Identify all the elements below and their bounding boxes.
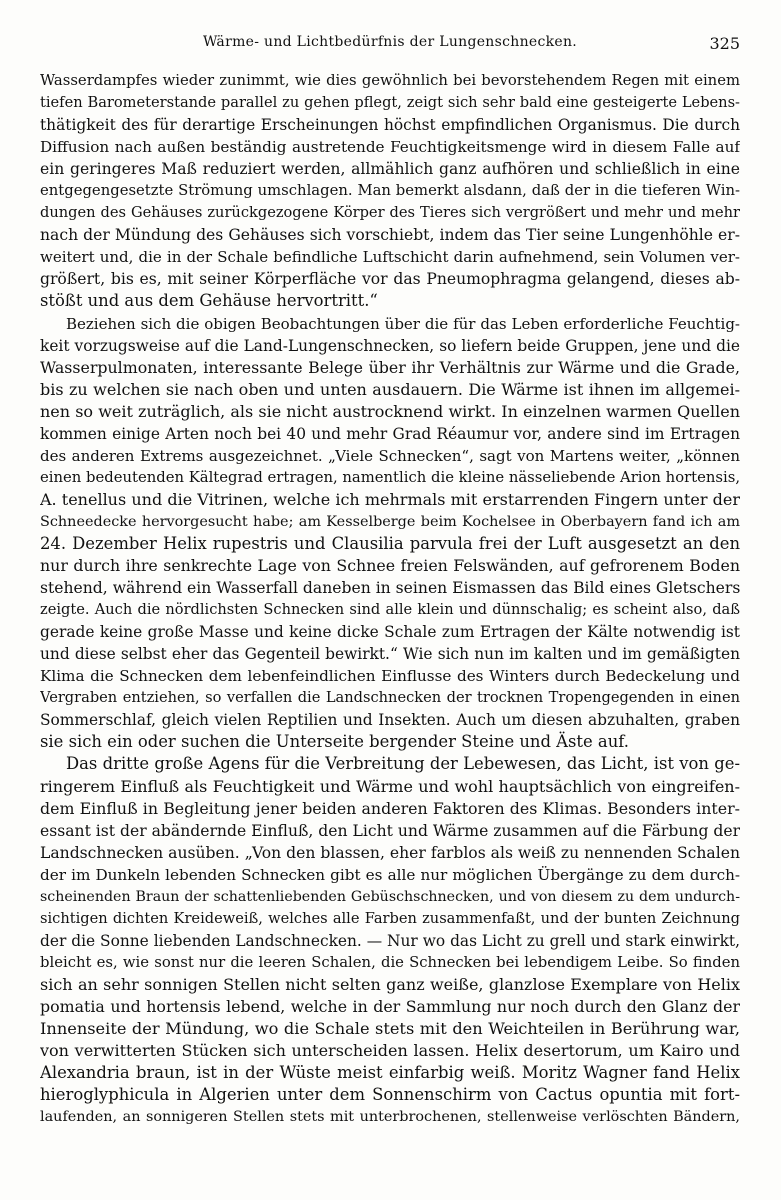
- text-line: nen so weit zuträglich, als sie nicht austrocknend wirkt. In einzelnen warmen Quellen: [40, 401, 740, 421]
- text-line: sich an sehr sonnigen Stellen nicht selten ganz weiße, glanzlose Exemplare von Helix: [40, 974, 740, 994]
- text-line: stößt und aus dem Gehäuse hervortritt.“: [40, 291, 378, 311]
- running-title: Wärme- und Lichtbedürfnis der Lungenschnecken.: [202, 34, 578, 50]
- text-line: essant ist der abändernde Einfluß, den Licht und Wärme zusammen auf die Färbung der: [40, 821, 740, 840]
- text-line: stehend, während ein Wasserfall daneben in seinen Eismassen das Bild eines Gletschers: [40, 579, 740, 598]
- text-line: dem Einfluß in Begleitung jener beiden anderen Faktoren des Klimas. Besonders inter-: [40, 798, 740, 818]
- text-line: scheinenden Braun der schattenliebenden Gebüschschnecken, und von diesem zu dem undurch-: [40, 888, 740, 905]
- text-line: und diese selbst eher das Gegenteil bewirkt.“ Wie sich nun im kalten und im gemäßigten: [40, 645, 740, 664]
- text-line: Innenseite der Mündung, wo die Schale stets mit den Weichteilen in Berührung war,: [40, 1019, 740, 1039]
- text-line: nur durch ihre senkrechte Lage von Schnee freien Felswänden, auf gefrorenem Boden: [40, 556, 740, 576]
- text-line: größert, bis es, mit seiner Körperfläche vor das Pneumophragma gelangend, dieses ab-: [40, 270, 740, 289]
- text-line: hieroglyphicula in Algerien unter dem Sonnenschirm von Cactus opuntia mit fort-: [40, 1085, 740, 1105]
- text-line: der im Dunkeln lebenden Schnecken gibt es alle nur möglichen Übergänge zu dem durch-: [40, 865, 740, 884]
- body-text: [40, 70, 740, 1128]
- text-line: entgegengesetzte Strömung umschlagen. Man bemerkt alsdann, daß der in die tieferen Win-: [40, 182, 740, 200]
- text-line: der die Sonne liebenden Landschnecken. — Nur wo das Licht zu grell und stark einwirkt,: [40, 931, 740, 950]
- text-line: ringerem Einfluß als Feuchtigkeit und Wärme und wohl hauptsächlich von eingreifen-: [40, 776, 740, 796]
- text-line: gerade keine große Masse und keine dicke Schale zum Ertragen der Kälte notwendig ist: [40, 623, 740, 642]
- text-line: weitert und, die in der Schale befindliche Luftschicht darin aufnehmend, sein Volumen ver-: [40, 248, 740, 267]
- text-line: tiefen Barometerstande parallel zu gehen pflegt, zeigt sich sehr bald eine gesteigerte Lebens-: [40, 94, 740, 112]
- text-line: ein geringeres Maß reduziert werden, allmählich ganz aufhören und schließlich in eine: [40, 160, 740, 179]
- text-line: Klima die Schnecken dem lebenfeindlichen Einflusse des Winters durch Bedeckelung und: [40, 667, 740, 686]
- text-line: bis zu welchen sie nach oben und unten ausdauern. Die Wärme ist ihnen im allgemei-: [40, 379, 740, 399]
- text-line: dungen des Gehäuses zurückgezogene Körper des Tieres sich vergrößert und mehr und mehr: [40, 204, 740, 222]
- text-line: bleicht es, wie sonst nur die leeren Schalen, die Schnecken bei lebendigem Leibe. So finden: [40, 953, 740, 971]
- page-header: [40, 34, 740, 56]
- page-number: 325: [709, 34, 740, 53]
- text-line: Alexandria braun, ist in der Wüste meist einfarbig weiß. Moritz Wagner fand Helix: [40, 1063, 740, 1083]
- text-line: thätigkeit des für derartige Erscheinungen höchst empfindlichen Organismus. Die durch: [40, 116, 740, 135]
- text-line: sichtigen dichten Kreideweiß, welches alle Farben zusammenfaßt, und der bunten Zeichnung: [40, 909, 740, 927]
- text-line: von verwitterten Stücken sich unterscheiden lassen. Helix desertorum, um Kairo und: [40, 1041, 740, 1061]
- text-line: sie sich ein oder suchen die Unterseite bergender Steine und Äste auf.: [40, 732, 629, 752]
- text-line: Das dritte große Agens für die Verbreitung der Lebewesen, das Licht, ist von ge-: [66, 754, 740, 774]
- text-line: Vergraben entziehen, so verfallen die Landschnecken der trocknen Tropengegenden in einen: [40, 689, 740, 707]
- text-line: zeigte. Auch die nördlichsten Schnecken sind alle klein und dünnschalig; es scheint also, daß: [40, 601, 740, 619]
- text-line: Landschnecken ausüben. „Von den blassen, eher farblos als weiß zu nennenden Schalen: [40, 843, 740, 862]
- text-line: Wasserdampfes wieder zunimmt, wie dies gewöhnlich bei bevorstehendem Regen mit einem: [40, 72, 740, 89]
- text-line: Beziehen sich die obigen Beobachtungen über die für das Leben erforderliche Feuchtig-: [66, 314, 740, 333]
- text-line: Wasserpulmonaten, interessante Belege über ihr Verhältnis zur Wärme und die Grade,: [40, 357, 740, 377]
- text-line: nach der Mündung des Gehäuses sich vorschiebt, indem das Tier seine Lungenhöhle er-: [40, 226, 740, 245]
- text-line: einen bedeutenden Kältegrad ertragen, namentlich die kleine nässeliebende Arion hortensis,: [40, 468, 740, 486]
- text-line: Schneedecke hervorgesucht habe; am Kesselberge beim Kochelsee in Oberbayern fand ich am: [40, 513, 740, 530]
- text-line: Diffusion nach außen beständig austretende Feuchtigkeitsmenge wird in diesem Falle auf: [40, 138, 740, 157]
- text-line: keit vorzugsweise auf die Land-Lungenschnecken, so liefern beide Gruppen, jene und die: [40, 336, 740, 355]
- text-line: kommen einige Arten noch bei 40 und mehr Grad Réaumur vor, andere sind im Ertragen: [40, 424, 740, 443]
- text-line: pomatia und hortensis lebend, welche in der Sammlung nur noch durch den Glanz der: [40, 996, 740, 1016]
- text-line: Sommerschlaf, gleich vielen Reptilien und Insekten. Auch um diesen abzuhalten, graben: [40, 711, 740, 730]
- text-line: A. tenellus und die Vitrinen, welche ich mehrmals mit erstarrenden Fingern unter der: [40, 489, 740, 509]
- text-line: des anderen Extrems ausgezeichnet. „Viele Schnecken“, sagt von Martens weiter, „können: [40, 446, 740, 465]
- text-line: laufenden, an sonnigeren Stellen stets mit unterbrochenen, stellenweise verlöschten Bändern,: [40, 1109, 740, 1126]
- text-line: 24. Dezember Helix rupestris und Clausilia parvula frei der Luft ausgesetzt an den: [40, 533, 740, 553]
